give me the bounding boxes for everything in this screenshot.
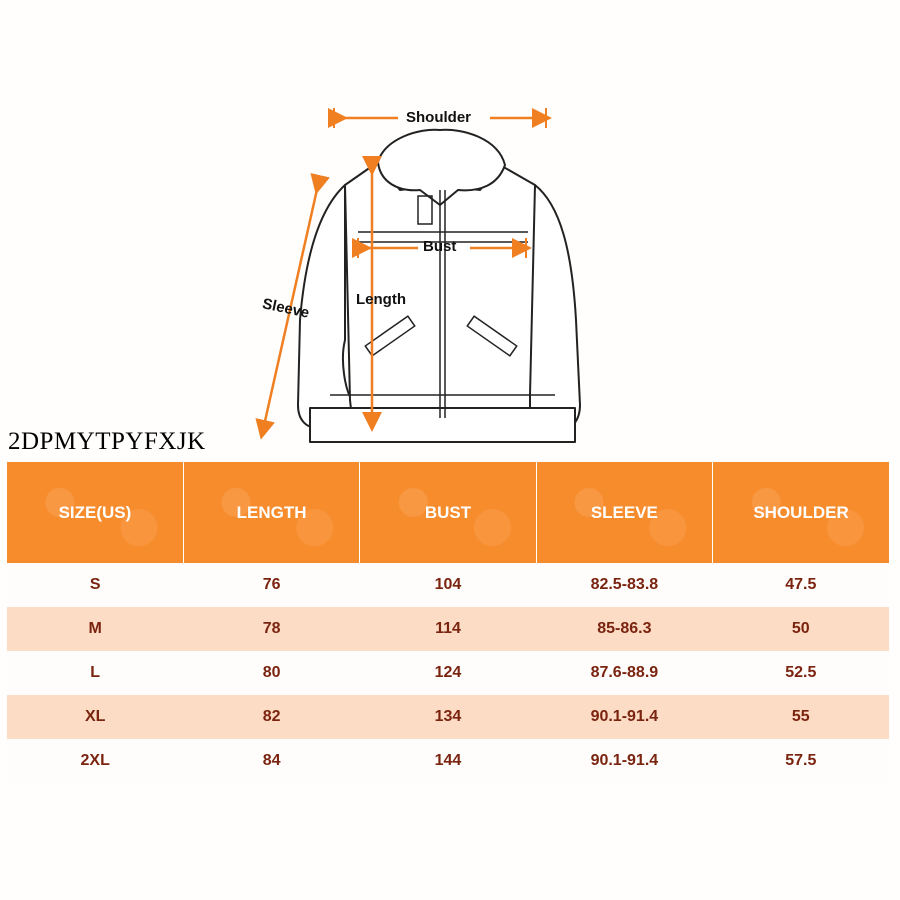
header-shoulder: SHOULDER [713,462,889,563]
shoulder-label: Shoulder [406,109,472,126]
header-size: SIZE(US) [7,462,183,563]
cell-bust: 114 [360,607,536,651]
cell-length: 76 [183,563,359,607]
cell-size: M [7,607,183,651]
size-chart-table [7,462,889,783]
cell-size: XL [7,695,183,739]
cell-sleeve: 85-86.3 [536,607,712,651]
cell-shoulder: 47.5 [713,563,889,607]
cell-length: 84 [183,739,359,783]
table-row [7,607,889,651]
cell-length: 78 [183,607,359,651]
cell-shoulder: 57.5 [713,739,889,783]
table-row [7,563,889,607]
cell-shoulder: 50 [713,607,889,651]
cell-length: 82 [183,695,359,739]
cell-sleeve: 82.5-83.8 [536,563,712,607]
table-row [7,695,889,739]
cell-bust: 124 [360,651,536,695]
cell-size: L [7,651,183,695]
cell-shoulder: 52.5 [713,651,889,695]
cell-shoulder: 55 [713,695,889,739]
table-row [7,739,889,783]
header-sleeve: SLEEVE [536,462,712,563]
length-label: Length [356,291,406,308]
product-code: 2DPMYTPYFXJK [8,428,206,455]
cell-bust: 134 [360,695,536,739]
cell-bust: 144 [360,739,536,783]
cell-length: 80 [183,651,359,695]
sleeve-label: Sleeve [260,295,311,322]
cell-size: 2XL [7,739,183,783]
header-length: LENGTH [183,462,359,563]
header-bust: BUST [360,462,536,563]
table-row [7,651,889,695]
bust-label: Bust [423,238,457,255]
cell-size: S [7,563,183,607]
cell-sleeve: 87.6-88.9 [536,651,712,695]
table-header-row [7,462,889,563]
cell-sleeve: 90.1-91.4 [536,739,712,783]
cell-sleeve: 90.1-91.4 [536,695,712,739]
cell-bust: 104 [360,563,536,607]
